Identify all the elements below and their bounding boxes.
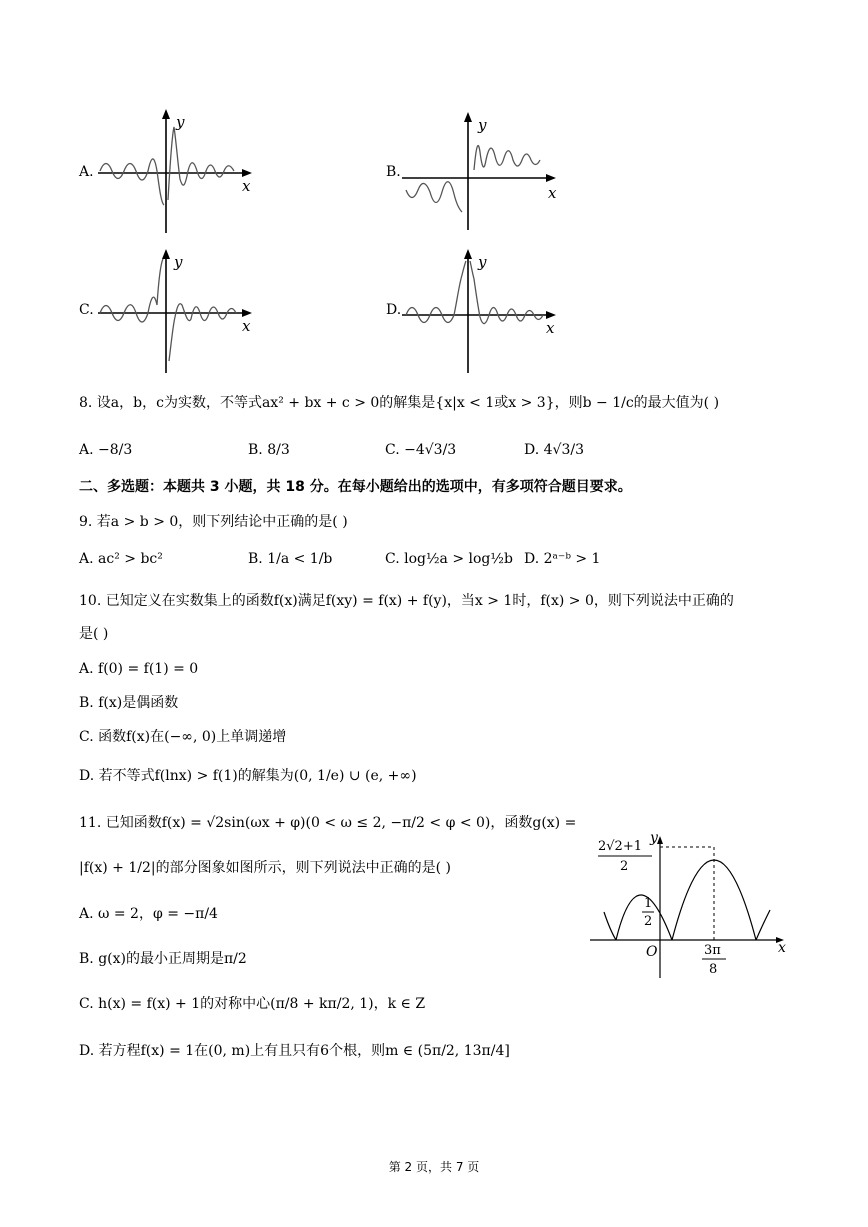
q11-peak-label-denominator: 2 — [620, 859, 629, 874]
q8-option-b[interactable]: B. 8/3 — [248, 442, 290, 458]
q9-stem: 9. 若a > b > 0，则下列结论中正确的是( ) — [79, 514, 348, 530]
q11-graph — [590, 830, 795, 980]
q11-graph-origin-label: O — [646, 944, 658, 960]
q7-graph-b[interactable] — [400, 108, 565, 233]
q9-option-b[interactable]: B. 1/a < 1/b — [248, 551, 333, 567]
q10-option-d[interactable]: D. 若不等式f(lnx) > f(1)的解集为(0, 1/e) ∪ (e, +∞) — [79, 768, 417, 784]
q11-option-d[interactable]: D. 若方程f(x) = 1在(0, m)上有且只有6个根，则m ∈ (5π/2, 13π/4] — [79, 1043, 510, 1059]
q8-option-a[interactable]: A. −8/3 — [79, 442, 133, 458]
q7-option-c-label[interactable]: C. — [79, 302, 94, 318]
q11-tick-denominator: 8 — [709, 962, 718, 977]
q7-c-y-label: y — [174, 253, 183, 271]
q7-option-d-label[interactable]: D. — [386, 302, 402, 318]
q11-half-label-numerator: 1 — [644, 896, 653, 911]
q7-a-x-label: x — [242, 177, 251, 195]
q11-option-b[interactable]: B. g(x)的最小正周期是π/2 — [79, 951, 247, 967]
q10-stem-line1: 10. 已知定义在实数集上的函数f(x)满足f(xy) = f(x) + f(y)，当x > 1时，f(x) > 0，则下列说法中正确的 — [79, 593, 734, 609]
q7-option-b-label[interactable]: B. — [386, 164, 401, 180]
q7-graph-a[interactable] — [96, 105, 256, 235]
q10-option-b[interactable]: B. f(x)是偶函数 — [79, 695, 179, 711]
q8-option-c[interactable]: C. −4√3/3 — [385, 442, 457, 458]
section-heading-multi-choice: 二、多选题：本题共 3 小题，共 18 分。在每小题给出的选项中，有多项符合题目要求。 — [79, 479, 632, 495]
q7-b-y-label: y — [478, 116, 487, 134]
q7-graph-c[interactable] — [96, 245, 256, 375]
q11-tick-numerator: 3π — [704, 943, 721, 958]
q7-graph-d[interactable] — [400, 245, 565, 375]
q7-b-x-label: x — [548, 184, 557, 202]
q9-option-a[interactable]: A. ac² > bc² — [79, 551, 163, 567]
q10-option-a[interactable]: A. f(0) = f(1) = 0 — [79, 661, 199, 677]
q9-option-d[interactable]: D. 2ᵃ⁻ᵇ > 1 — [524, 551, 601, 567]
q7-d-y-label: y — [478, 253, 487, 271]
q10-option-c[interactable]: C. 函数f(x)在(−∞, 0)上单调递增 — [79, 729, 287, 745]
q11-option-a[interactable]: A. ω = 2，φ = −π/4 — [79, 906, 218, 922]
q11-graph-x-label: x — [778, 940, 786, 956]
q11-graph-y-label: y — [650, 830, 658, 846]
q8-option-d[interactable]: D. 4√3/3 — [524, 442, 584, 458]
q11-option-c[interactable]: C. h(x) = f(x) + 1的对称中心(π/8 + kπ/2, 1)，k ∈ Z — [79, 996, 426, 1012]
q11-stem-line2: |f(x) + 1/2|的部分图象如图所示，则下列说法中正确的是( ) — [79, 860, 451, 876]
page-footer: 第 2 页，共 7 页 — [388, 1160, 480, 1174]
q10-stem-line2: 是( ) — [79, 626, 109, 642]
q7-c-x-label: x — [242, 317, 251, 335]
q7-d-x-label: x — [546, 319, 555, 337]
q11-half-label-denominator: 2 — [644, 914, 653, 929]
q8-stem: 8. 设a，b，c为实数，不等式ax² + bx + c > 0的解集是{x|x < 1或x > 3}，则b − 1/c的最大值为( ) — [79, 395, 720, 411]
q9-option-c[interactable]: C. log½a > log½b — [385, 551, 513, 567]
q11-peak-label-numerator: 2√2+1 — [598, 839, 642, 854]
q7-a-y-label: y — [176, 113, 185, 131]
q11-stem-line1: 11. 已知函数f(x) = √2sin(ωx + φ)(0 < ω ≤ 2, −π/2 < φ < 0)，函数g(x) = — [79, 815, 577, 831]
q7-option-a-label[interactable]: A. — [79, 164, 94, 180]
